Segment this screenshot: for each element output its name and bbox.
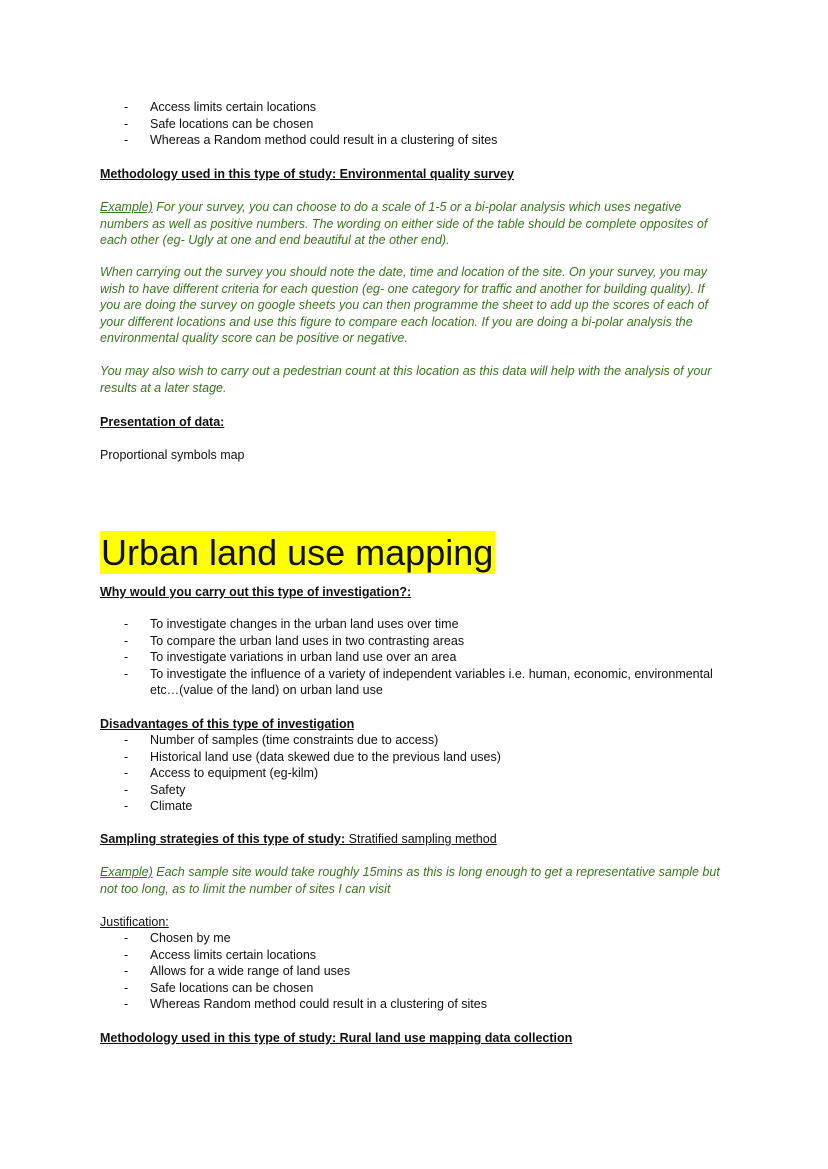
list-item: - Access limits certain locations (122, 947, 487, 964)
list-item: - To investigate variations in urban land use over an area (122, 649, 720, 666)
example-text: Each sample site would take roughly 15mins as this is long enough to get a representative sample but not too long, as to limit the number of sites I can visit (100, 865, 720, 896)
why-list (122, 616, 720, 699)
methodology-heading: Methodology used in this type of study: Environmental quality survey (100, 167, 514, 181)
disadvantages-list (122, 732, 501, 815)
list-item: - Safety (122, 782, 501, 799)
methodology-pedestrian-paragraph: You may also wish to carry out a pedestrian count at this location as this data will help with the analysis of your results at a later stage. (100, 364, 712, 395)
list-item: - To investigate changes in the urban land uses over time (122, 616, 720, 633)
list-item: - To investigate the influence of a variety of independent variables i.e. human, economic, environmental etc…(value of the land) on urban land use (122, 666, 720, 699)
methodology-survey-paragraph: When carrying out the survey you should note the date, time and location of the site. On your survey, you may wish to have different criteria for each question (eg- one category for traffic and another for building quality). If you are doing the survey on google sheets you can then programme the sheet to add up the scores of each of your different locations and use this figure to compare each location. If you are doing a bi-polar analysis the environmental quality score can be positive or negative. (100, 265, 709, 346)
sampling-heading (100, 831, 497, 847)
justification-list (122, 930, 487, 1013)
presentation-text: Proportional symbols map (100, 448, 245, 462)
list-item: - Whereas a Random method could result in a clustering of sites (122, 132, 497, 149)
list-item: - Access limits certain locations (122, 99, 497, 116)
sampling-example-paragraph (100, 864, 725, 897)
list-item: - Safe locations can be chosen (122, 116, 497, 133)
sampling-heading-label: Sampling strategies of this type of study: (100, 832, 346, 846)
section-title: Urban land use mapping (101, 532, 494, 573)
list-item: - Access to equipment (eg-kilm) (122, 765, 501, 782)
list-item: - Climate (122, 798, 501, 815)
presentation-heading: Presentation of data: (100, 415, 225, 429)
list-item: - To compare the urban land uses in two contrasting areas (122, 633, 720, 650)
list-item: - Allows for a wide range of land uses (122, 963, 487, 980)
why-heading: Why would you carry out this type of investigation?: (100, 585, 412, 599)
methodology-example-paragraph (100, 199, 725, 249)
list-item: - Number of samples (time constraints due to access) (122, 732, 501, 749)
example-label: Example) (100, 200, 153, 214)
top-bullet-list (122, 99, 497, 149)
justification-heading: Justification: (100, 915, 169, 929)
example-text: For your survey, you can choose to do a scale of 1-5 or a bi-polar analysis which uses negative numbers as well as positive numbers. The wording on either side of the table should be complete opposites of each other (eg- Ugly at one and end beautiful at the other end). (100, 200, 708, 248)
sampling-method: Stratified sampling method (345, 832, 497, 846)
list-item: - Chosen by me (122, 930, 487, 947)
list-item: - Safe locations can be chosen (122, 980, 487, 997)
methodology2-heading: Methodology used in this type of study: Rural land use mapping data collection (100, 1031, 573, 1045)
disadvantages-heading: Disadvantages of this type of investigation (100, 717, 355, 731)
list-item: - Historical land use (data skewed due to the previous land uses) (122, 749, 501, 766)
list-item: - Whereas Random method could result in a clustering of sites (122, 996, 487, 1013)
example-label: Example) (100, 865, 153, 879)
